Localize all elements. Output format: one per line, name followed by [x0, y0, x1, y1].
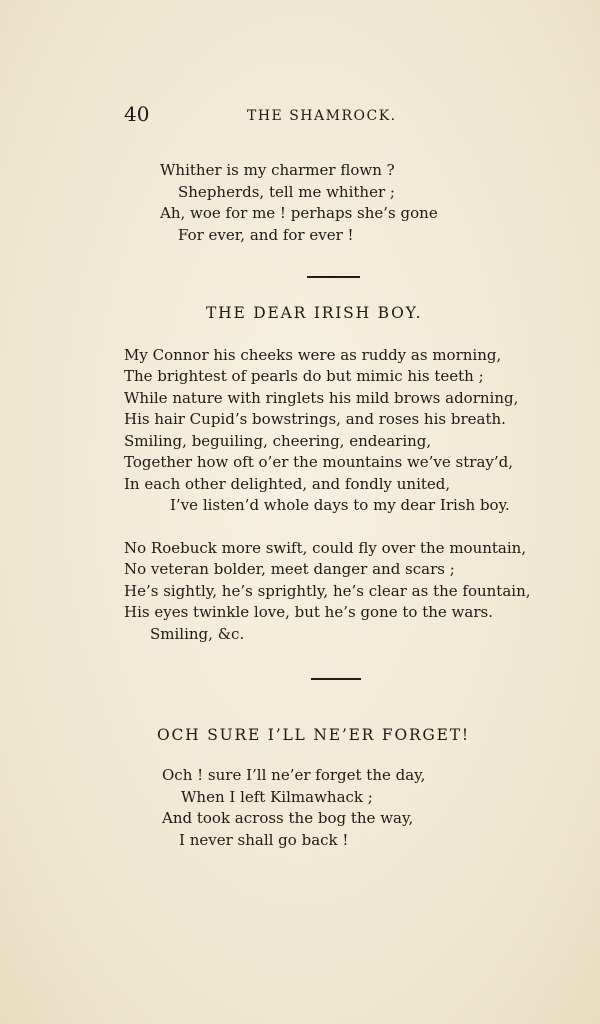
verse-line: The brightest of pearls do but mimic his teeth ;: [124, 367, 484, 385]
verse-line: Together how oft o’er the mountains we’ve stray’d,: [124, 453, 514, 471]
poem-title: OCH SURE I’LL NE’ER FORGET!: [157, 726, 470, 744]
verse-line: In each other delighted, and fondly united,: [124, 475, 451, 493]
verse-line: Whither is my charmer flown ?: [160, 161, 395, 179]
verse-line: Smiling, &c.: [150, 625, 245, 643]
page-number: 40: [124, 102, 150, 126]
verse-line: No Roebuck more swift, could fly over the mountain,: [124, 539, 527, 557]
verse-line: No veteran bolder, meet danger and scars ;: [124, 560, 455, 578]
verse-line: He’s sightly, he’s sprightly, he’s clear as the fountain,: [124, 582, 531, 600]
verse-line: His eyes twinkle love, but he’s gone to the wars.: [124, 603, 493, 621]
section-divider: [311, 678, 361, 680]
verse-line: I’ve listen’d whole days to my dear Irish boy.: [170, 496, 510, 514]
verse-line: When I left Kilmawhack ;: [181, 788, 373, 806]
poem-title: THE DEAR IRISH BOY.: [206, 304, 423, 322]
running-title: THE SHAMROCK.: [247, 108, 397, 124]
verse-line: His hair Cupid’s bowstrings, and roses his breath.: [124, 410, 506, 428]
verse-line: Och ! sure I’ll ne’er forget the day,: [162, 766, 426, 784]
verse-line: And took across the bog the way,: [162, 809, 414, 827]
verse-line: Smiling, beguiling, cheering, endearing,: [124, 432, 432, 450]
verse-line: I never shall go back !: [179, 831, 349, 849]
verse-line: Shepherds, tell me whither ;: [178, 183, 395, 201]
verse-line: My Connor his cheeks were as ruddy as morning,: [124, 346, 502, 364]
verse-line: Ah, woe for me ! perhaps she’s gone: [160, 204, 438, 222]
verse-line: While nature with ringlets his mild brows adorning,: [124, 389, 519, 407]
verse-line: For ever, and for ever !: [178, 226, 354, 244]
section-divider: [307, 276, 360, 278]
page-header: [0, 102, 600, 132]
